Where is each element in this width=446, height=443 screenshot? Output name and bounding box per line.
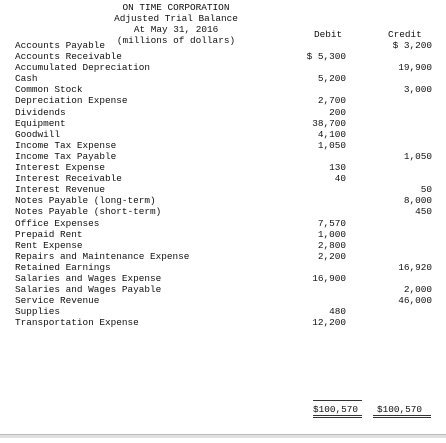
account-name: Cash — [15, 73, 38, 85]
account-name: Prepaid Rent — [15, 228, 83, 240]
table-row — [15, 95, 446, 106]
credit-amount: 19,900 — [398, 62, 432, 74]
debit-amount: 480 — [329, 306, 346, 318]
credit-amount: 2,000 — [403, 284, 432, 296]
account-name: Income Tax Payable — [15, 150, 117, 162]
debit-amount: 40 — [334, 173, 346, 185]
credit-total: $100,570 — [377, 404, 423, 415]
account-name: Interest Revenue — [15, 184, 106, 196]
credit-amount: 8,000 — [403, 195, 432, 207]
table-row — [15, 129, 446, 140]
credit-amount: $ 3,200 — [392, 40, 432, 51]
debit-total-double-rule — [313, 417, 362, 418]
account-name: Interest Expense — [15, 162, 106, 174]
trial-balance-table — [15, 40, 446, 328]
account-name: Notes Payable (short-term) — [15, 206, 162, 218]
account-name: Dividends — [15, 106, 66, 118]
page-bottom-divider — [0, 434, 446, 438]
debit-amount: 2,700 — [317, 95, 346, 107]
debit-amount: 7,570 — [317, 217, 346, 229]
debit-amount: 2,800 — [317, 239, 346, 251]
account-name: Repairs and Maintenance Expense — [15, 250, 190, 262]
account-name: Service Revenue — [15, 295, 100, 307]
account-name: Office Expenses — [15, 217, 100, 229]
table-row — [15, 251, 446, 262]
credit-amount: 50 — [420, 184, 432, 196]
table-row — [15, 73, 446, 84]
debit-amount: 2,200 — [317, 250, 346, 262]
debit-total: $100,570 — [313, 404, 359, 415]
debit-total-rule — [313, 415, 362, 416]
account-name: Accounts Receivable — [15, 51, 122, 63]
table-row — [15, 273, 446, 284]
credit-amount: 450 — [415, 206, 432, 218]
account-name: Transportation Expense — [15, 317, 139, 329]
credit-amount: 3,000 — [403, 84, 432, 96]
credit-amount: 16,920 — [398, 261, 432, 273]
account-name: Accumulated Depreciation — [15, 62, 151, 74]
table-row — [15, 40, 446, 51]
account-name: Accounts Payable — [15, 40, 106, 51]
table-row — [15, 173, 446, 184]
account-name: Retained Earnings — [15, 261, 111, 273]
debit-amount: 4,100 — [317, 128, 346, 140]
table-row — [15, 107, 446, 118]
table-row — [15, 218, 446, 229]
debit-amount: 1,000 — [317, 228, 346, 240]
debit-amount: 38,700 — [312, 117, 346, 129]
table-row — [15, 162, 446, 173]
debit-amount: 200 — [329, 106, 346, 118]
debit-amount: 12,200 — [312, 317, 346, 329]
account-name: Rent Expense — [15, 239, 83, 251]
debit-column-header: Debit — [314, 29, 343, 40]
account-name: Supplies — [15, 306, 61, 318]
debit-amount: 1,050 — [317, 139, 346, 151]
table-row — [15, 295, 446, 306]
debit-amount: 130 — [329, 162, 346, 174]
account-name: Income Tax Expense — [15, 139, 117, 151]
table-row — [15, 262, 446, 273]
credit-total-rule — [373, 415, 431, 416]
account-name: Salaries and Wages Expense — [15, 272, 162, 284]
credit-total-double-rule — [373, 417, 431, 418]
table-row — [15, 184, 446, 195]
table-row — [15, 84, 446, 95]
debit-amount: 5,200 — [317, 73, 346, 85]
account-name: Equipment — [15, 117, 66, 129]
debit-subtotal-rule — [313, 400, 362, 401]
account-name: Common Stock — [15, 84, 83, 96]
table-row — [15, 317, 446, 328]
table-row — [15, 140, 446, 151]
debit-amount: 16,900 — [312, 272, 346, 284]
table-row — [15, 284, 446, 295]
table-row — [15, 195, 446, 206]
credit-amount: 46,000 — [398, 295, 432, 307]
table-row — [15, 206, 446, 217]
account-name: Goodwill — [15, 128, 61, 140]
table-row — [15, 151, 446, 162]
account-name: Interest Receivable — [15, 173, 122, 185]
table-row — [15, 118, 446, 129]
account-name: Depreciation Expense — [15, 95, 128, 107]
account-name: Salaries and Wages Payable — [15, 284, 162, 296]
table-row — [15, 62, 446, 73]
credit-column-header: Credit — [388, 29, 422, 40]
table-row — [15, 51, 446, 62]
table-row — [15, 240, 446, 251]
credit-amount: 1,050 — [403, 150, 432, 162]
debit-amount: $ 5,300 — [306, 51, 346, 63]
account-name: Notes Payable (long-term) — [15, 195, 156, 207]
table-row — [15, 306, 446, 317]
table-row — [15, 229, 446, 240]
